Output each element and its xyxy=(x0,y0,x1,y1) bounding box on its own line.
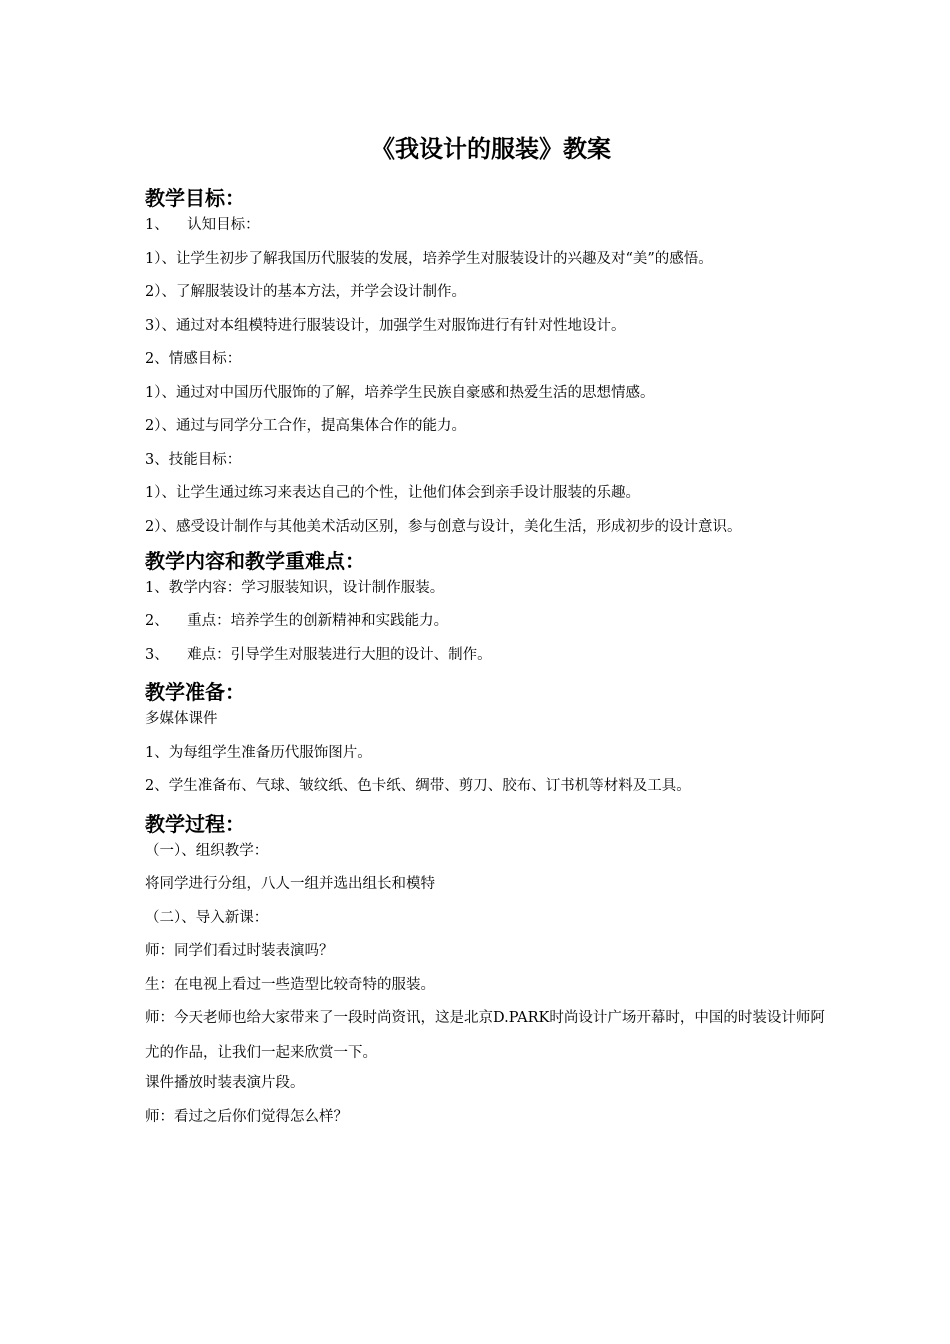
paragraph: 1）、让学生初步了解我国历代服装的发展，培养学生对服装设计的兴趣及对“美”的感悟。 xyxy=(145,250,713,267)
paragraph: 3、 难点：引导学生对服装进行大胆的设计、制作。 xyxy=(145,646,492,663)
paragraph: 生：在电视上看过一些造型比较奇特的服装。 xyxy=(145,976,435,993)
paragraph: 3）、通过对本组模特进行服装设计，加强学生对服饰进行有针对性地设计。 xyxy=(145,317,626,334)
paragraph: 多媒体课件 xyxy=(145,711,218,727)
section-heading-process: 教学过程： xyxy=(145,811,245,836)
paragraph: 1、为每组学生准备历代服饰图片。 xyxy=(145,744,372,761)
paragraph: 2）、感受设计制作与其他美术活动区别，参与创意与设计，美化生活，形成初步的设计意识。 xyxy=(145,518,742,535)
paragraph: 1、教学内容：学习服装知识，设计制作服装。 xyxy=(145,579,445,596)
paragraph: 将同学进行分组，八人一组并选出组长和模特 xyxy=(145,876,435,892)
paragraph: 2）、通过与同学分工合作，提高集体合作的能力。 xyxy=(145,418,466,434)
paragraph: 师：看过之后你们觉得怎么样？ xyxy=(145,1108,348,1125)
paragraph: 2、情感目标： xyxy=(145,351,242,367)
paragraph: 1、 认知目标： xyxy=(145,217,260,233)
paragraph: 2、学生准备布、气球、皱纹纸、色卡纸、绸带、剪刀、胶布、订书机等材料及工具。 xyxy=(145,778,691,794)
paragraph: 课件播放时装表演片段。 xyxy=(145,1075,305,1091)
document-title: 《我设计的服装》教案 xyxy=(371,134,611,163)
paragraph: 2、 重点：培养学生的创新精神和实践能力。 xyxy=(145,613,449,629)
paragraph: 2）、了解服装设计的基本方法，并学会设计制作。 xyxy=(145,284,466,300)
section-heading-content: 教学内容和教学重难点： xyxy=(145,548,365,573)
paragraph: 1）、通过对中国历代服饰的了解，培养学生民族自豪感和热爱生活的思想情感。 xyxy=(145,384,655,401)
document-body xyxy=(145,184,825,1140)
section-heading-preparation: 教学准备： xyxy=(145,680,245,704)
paragraph: 1）、让学生通过练习来表达自己的个性，让他们体会到亲手设计服装的乐趣。 xyxy=(145,485,640,501)
paragraph: （二）、导入新课： xyxy=(145,909,269,926)
paragraph: 3、技能目标： xyxy=(145,451,242,468)
paragraph: 师：今天老师也给大家带来了一段时尚资讯，这是北京D.PARK时尚设计广场开幕时，中国的时装设计师阿尤的作品，让我们一起来欣赏一下。 xyxy=(145,1010,825,1061)
paragraph: （一）、组织教学： xyxy=(145,842,269,859)
paragraph: 师：同学们看过时装表演吗？ xyxy=(145,943,334,959)
section-heading-objectives: 教学目标： xyxy=(145,186,245,210)
